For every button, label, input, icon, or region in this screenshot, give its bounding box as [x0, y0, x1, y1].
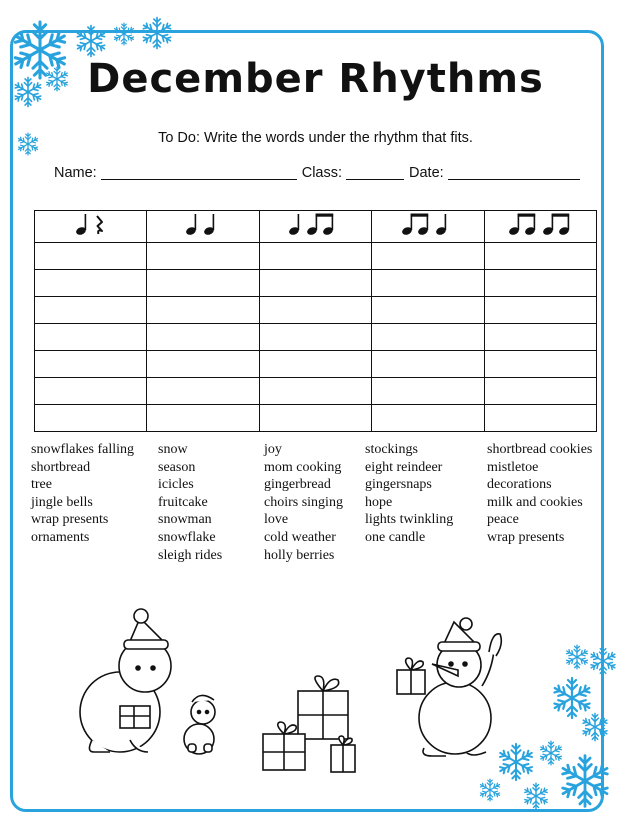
- gift-icon: [263, 676, 355, 772]
- answer-row: [35, 324, 597, 351]
- snowflake-icon: [112, 22, 136, 46]
- answer-cell[interactable]: [484, 297, 596, 324]
- instructions: To Do: Write the words under the rhythm that fits.: [158, 130, 473, 146]
- answer-cell[interactable]: [35, 405, 147, 432]
- snowflake-icon: [140, 16, 174, 50]
- word-bank-item: mistletoe: [487, 459, 539, 475]
- answer-cell[interactable]: [259, 351, 371, 378]
- answer-cell[interactable]: [147, 324, 259, 351]
- answer-cell[interactable]: [484, 378, 596, 405]
- answer-cell[interactable]: [484, 351, 596, 378]
- word-bank-item: fruitcake: [158, 494, 208, 510]
- word-bank-item: holly berries: [264, 547, 335, 563]
- answer-cell[interactable]: [35, 351, 147, 378]
- answer-cell[interactable]: [259, 243, 371, 270]
- rhythm-header-row: [35, 211, 597, 243]
- answer-cell[interactable]: [35, 297, 147, 324]
- answer-row: [35, 405, 597, 432]
- word-bank-item: shortbread cookies: [487, 442, 593, 457]
- answer-cell[interactable]: [147, 243, 259, 270]
- word-bank-item: ornaments: [31, 529, 90, 545]
- word-bank-item: eight reindeer: [365, 459, 443, 475]
- word-bank-item: milk and cookies: [487, 494, 583, 510]
- word-bank-item: cold weather: [264, 529, 336, 545]
- answer-cell[interactable]: [484, 324, 596, 351]
- answer-cell[interactable]: [147, 405, 259, 432]
- word-bank-item: lights twinkling: [365, 512, 454, 528]
- rhythm-header-two-quarters: [147, 211, 259, 243]
- illustration-area: [0, 600, 631, 822]
- answer-cell[interactable]: [372, 324, 484, 351]
- class-field[interactable]: [346, 164, 404, 180]
- answer-row: [35, 243, 597, 270]
- answer-cell[interactable]: [147, 297, 259, 324]
- word-bank-column: [158, 441, 222, 564]
- answer-cell[interactable]: [372, 297, 484, 324]
- answer-row: [35, 297, 597, 324]
- word-bank-column: [487, 441, 592, 547]
- word-bank-item: mom cooking: [264, 459, 342, 475]
- snowman-icon: [80, 609, 171, 752]
- snowman-icon: [184, 695, 215, 754]
- two-eighths-quarter-icon: [393, 211, 463, 237]
- answer-cell[interactable]: [484, 270, 596, 297]
- four-eighth-notes-icon: [504, 211, 576, 237]
- word-bank-item: stockings: [365, 442, 418, 457]
- answer-cell[interactable]: [147, 351, 259, 378]
- word-bank-item: snow: [158, 442, 188, 457]
- word-bank-column: [365, 441, 453, 547]
- rhythm-table: [34, 210, 597, 432]
- word-bank: [0, 441, 631, 581]
- word-bank-item: wrap presents: [487, 529, 565, 545]
- date-field[interactable]: [448, 164, 580, 180]
- snowflake-icon: [74, 24, 108, 58]
- word-bank-column: [264, 441, 343, 564]
- word-bank-item: snowflake: [158, 529, 216, 545]
- answer-cell[interactable]: [147, 378, 259, 405]
- rhythm-header-quarter-two-eighths: [259, 211, 371, 243]
- answer-cell[interactable]: [372, 270, 484, 297]
- name-label: Name:: [54, 165, 97, 181]
- answer-row: [35, 378, 597, 405]
- answer-cell[interactable]: [484, 405, 596, 432]
- word-bank-item: season: [158, 459, 196, 475]
- name-field[interactable]: [101, 164, 297, 180]
- word-bank-item: decorations: [487, 477, 552, 493]
- word-bank-item: love: [264, 512, 289, 528]
- answer-cell[interactable]: [35, 270, 147, 297]
- answer-cell[interactable]: [35, 243, 147, 270]
- word-bank-item: wrap presents: [31, 512, 109, 528]
- word-bank-item: peace: [487, 512, 519, 528]
- answer-cell[interactable]: [372, 351, 484, 378]
- answer-cell[interactable]: [484, 243, 596, 270]
- answer-cell[interactable]: [259, 297, 371, 324]
- word-bank-item: shortbread: [31, 459, 91, 475]
- answer-cell[interactable]: [259, 405, 371, 432]
- answer-cell[interactable]: [35, 378, 147, 405]
- word-bank-item: icicles: [158, 477, 194, 493]
- quarter-two-eighths-icon: [280, 211, 350, 237]
- word-bank-item: one candle: [365, 529, 426, 545]
- word-bank-item: gingerbread: [264, 477, 331, 493]
- word-bank-item: choirs singing: [264, 494, 343, 510]
- answer-cell[interactable]: [372, 243, 484, 270]
- rhythm-header-two-eighths-quarter: [372, 211, 484, 243]
- word-bank-item: gingersnaps: [365, 477, 432, 493]
- date-label: Date:: [409, 165, 444, 181]
- answer-cell[interactable]: [259, 378, 371, 405]
- word-bank-item: snowman: [158, 512, 212, 528]
- answer-cell[interactable]: [259, 270, 371, 297]
- quarter-note-quarter-rest-icon: [61, 211, 121, 237]
- word-bank-item: tree: [31, 477, 52, 493]
- word-bank-item: hope: [365, 494, 393, 510]
- snowman-icon: [397, 618, 501, 756]
- rhythm-header-quarter-rest: [35, 211, 147, 243]
- word-bank-column: [31, 441, 134, 547]
- answer-row: [35, 351, 597, 378]
- answer-row: [35, 270, 597, 297]
- answer-cell[interactable]: [372, 378, 484, 405]
- answer-cell[interactable]: [147, 270, 259, 297]
- two-quarter-notes-icon: [173, 211, 233, 237]
- answer-cell[interactable]: [259, 324, 371, 351]
- word-bank-item: joy: [264, 442, 282, 457]
- answer-cell[interactable]: [35, 324, 147, 351]
- class-label: Class:: [301, 165, 343, 181]
- answer-cell[interactable]: [372, 405, 484, 432]
- page-title: December Rhythms: [87, 56, 544, 102]
- word-bank-item: sleigh rides: [158, 547, 223, 563]
- student-info-fields: [54, 164, 585, 181]
- rhythm-answer-rows: [35, 243, 597, 432]
- rhythm-header-four-eighths: [484, 211, 596, 243]
- word-bank-item: snowflakes falling: [31, 442, 135, 457]
- word-bank-item: jingle bells: [31, 494, 93, 510]
